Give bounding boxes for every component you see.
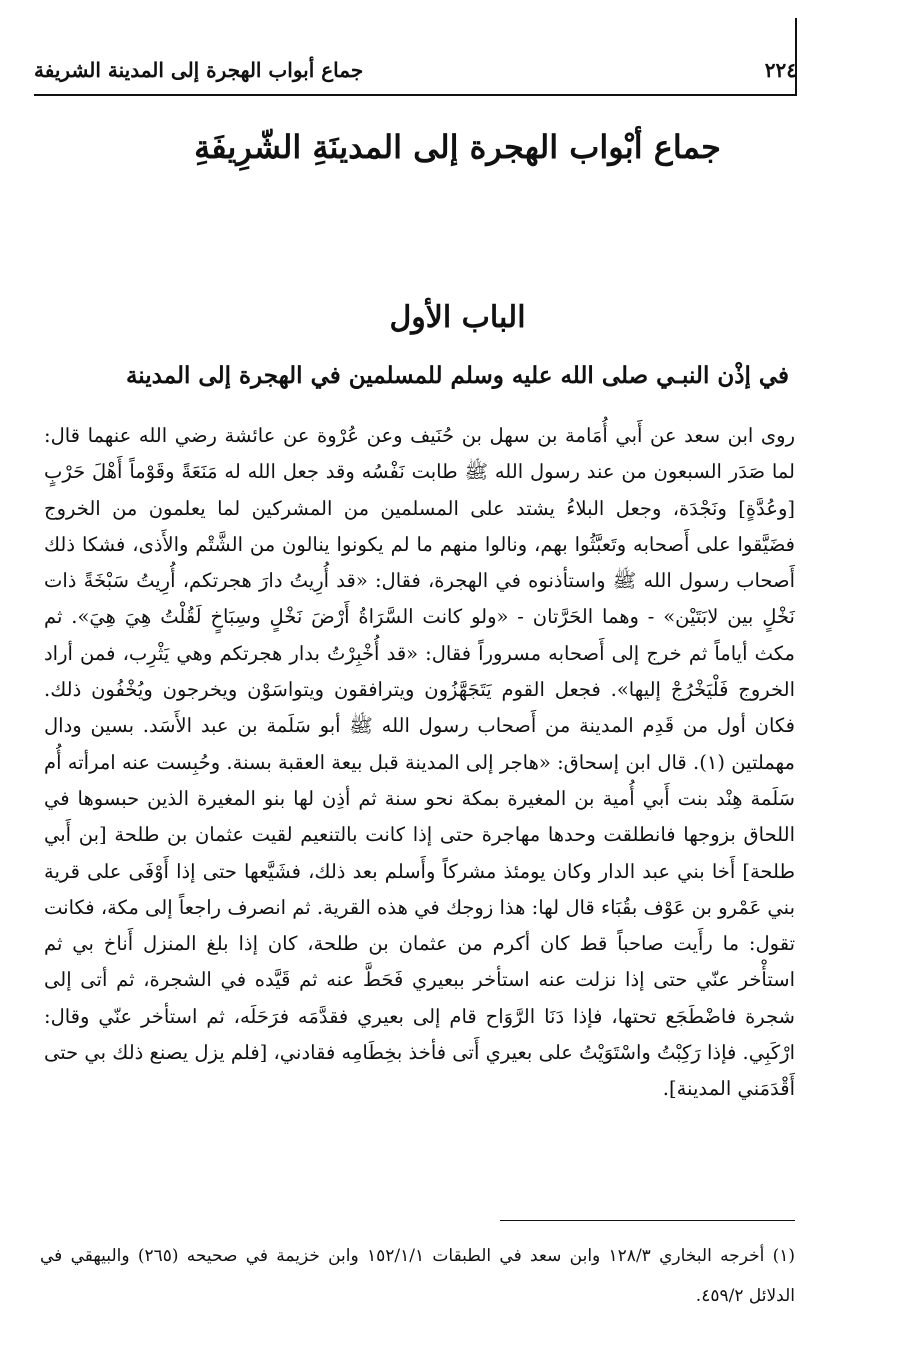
header-rule [34,94,797,96]
section-title: الباب الأول [389,300,526,335]
footnote: (١) أخرجه البخاري ١٢٨/٣ وابن سعد في الطبقات ١٥٢/١/١ وابن خزيمة في صحيحه (٢٦٥) والبيهقي في الدلائل ٤٥٩/٢. [40,1246,795,1306]
body-paragraph: روى ابن سعد عن أَبي أُمَامة بن سهل بن حُنَيف وعن عُرْوة عن عائشة رضي الله عنهما قال: لما صَدَر السبعون من عند رسول الله ﷺ طابت نَفْسُه وقد جعل الله له مَنَعَةً وقَوْماً أَهْلَ حَرْبٍ [وعُدَّةٍ] ونَجْدَة، وجعل البلاءُ يشتد على المسلمين من المشركين لما يعلمون من الخروج فضَيَّقوا على أَصحابه وتَعبَّثُوا بهم، ونالوا منهم ما لم يكونوا ينالون من الشَّتْم والأَذى، فشكا ذلك أَصحاب رسول الله ﷺ واستأذنوه في الهجرة، فقال: «قد أُرِيتُ دارَ هجرتكم، أُرِيتُ سَبْخَةً ذات نَخْلٍ بين لابَتَيْن» - وهما الحَرَّتان - «ولو كانت السَّرَاةُ أَرْضَ نَخْلٍ وسِبَاخٍ لَقُلْتُ هِيَ هِيَ». ثم مكث أياماً ثم خرج إلى أَصحابه مسروراً فقال: «قد أُخْبِرْتُ بدار هجرتكم وهي يَثْرِب، فمن أراد الخروج فَلْيَخْرُجْ إليها». فجعل القوم يَتَجَهَّزُون ويترافقون ويتواسَوْن ويخرجون ويُخْفُون ذلك. فكان أول من قَدِم المدينة من أَصحاب رسول الله ﷺ أبو سَلَمة بن عبد الأَسَد. بسين ودال مهملتين (١). قال ابن إسحاق: «هاجر إلى المدينة قبل بيعة العقبة بسنة. وحُبِست عنه امرأته أُم سَلَمة هِنْد بنت أَبي أُمية بن المغيرة بمكة نحو سنة ثم أذِن لها بنو المغيرة الذين حبسوها في اللحاق بزوجها فانطلقت وحدها مهاجرة حتى إذا كانت بالتنعيم لقيت عثمان بن طلحة [بن أَبي طلحة] أَخا بني عبد الدار وكان يومئذ مشركاً وأَسلم بعد ذلك، فشَيَّعها حتى إذا أَوْفَى على قرية بني عَمْرو بن عَوْف بقُبَاء قال لها: هذا زوجك في هذه القرية. ثم انصرف راجعاً إلى مكة، فكانت تقول: ما رأَيت صاحباً قط كان أكرم من عثمان بن طلحة، كان إذا بلغ المنزل أَناخ بي ثم استأْخر عنّي حتى إذا نزلت عنه استأخر ببعيري فَحَطَّ عنه ثم قَيَّده في الشجرة، ثم أتى إلى شجرة فاضْطَجَع تحتها، فإذا دَنَا الرَّوَاح قام إلى بعيري فقدَّمَه فرَحَلَه، ثم استأخر عنّي وقال: ارْكَبِي. فإذا رَكِبْتُ واسْتَوَيْتُ على بعيري أَتى فأخذ بخِطَامِه فقادني، [فلم يزل يصنع ذلك بي حتى أَقْدَمَني المدينة]. [44,424,795,1101]
running-header [34,52,797,88]
section-subtitle: في إذْن النبـي صلى الله عليه وسلم للمسلمين في الهجرة إلى المدينة [125,362,790,389]
chapter-title: جماع أبْواب الهجرة إلى المدينَةِ الشّرِيفَةِ [194,128,721,166]
footnote-separator [500,1220,795,1221]
running-title: جماع أبواب الهجرة إلى المدينة الشريفة [34,58,364,82]
page-number: ٢٢٤ [764,58,797,82]
